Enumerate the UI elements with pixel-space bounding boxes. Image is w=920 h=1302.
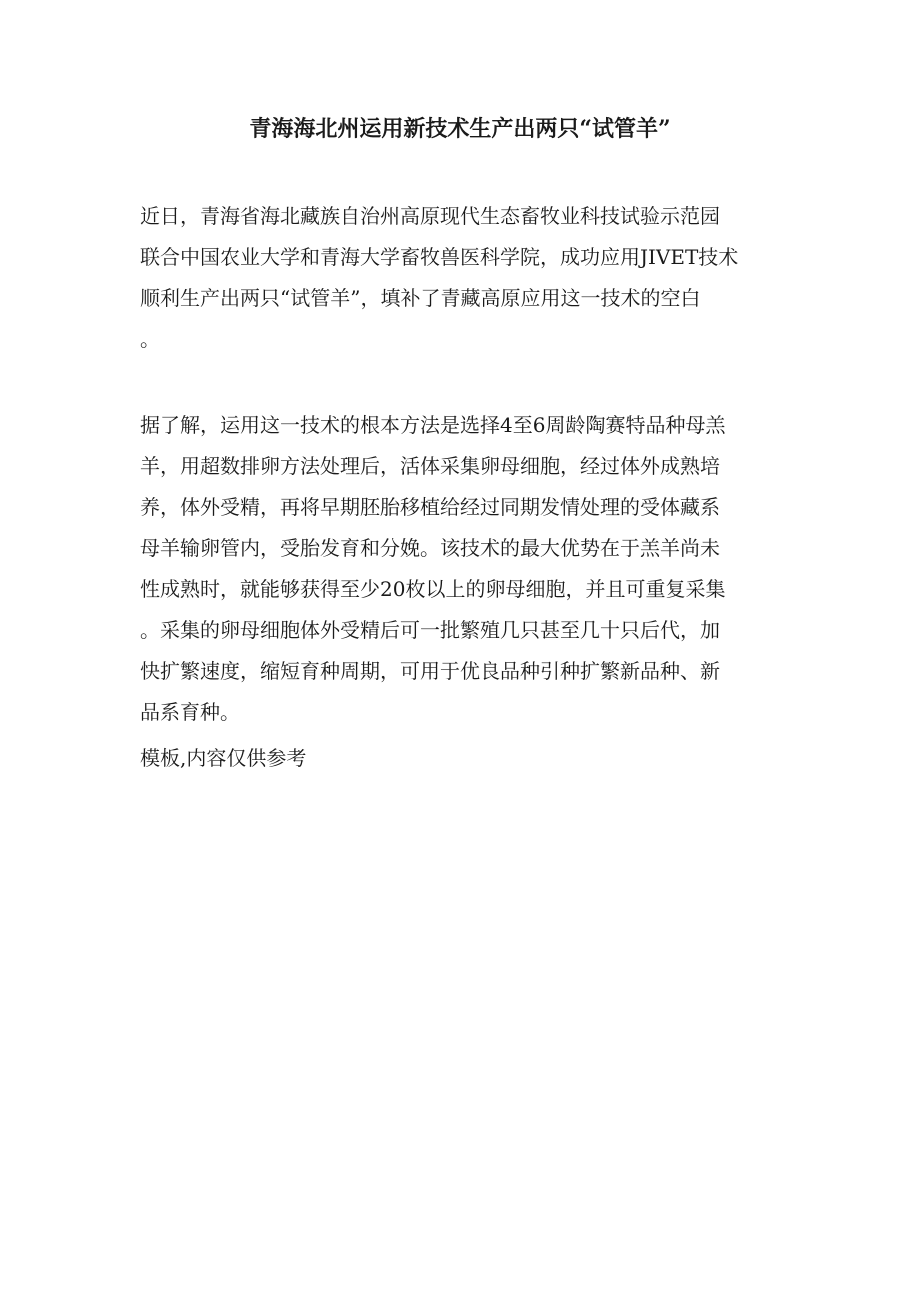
paragraph-line: 羊，用超数排卵方法处理后，活体采集卵母细胞，经过体外成熟培 [140, 454, 720, 478]
paragraph-line: 联合中国农业大学和青海大学畜牧兽医科学院，成功应用JIVET技术 [140, 245, 739, 269]
paragraph-line: 顺利生产出两只“试管羊”，填补了青藏高原应用这一技术的空白 [140, 286, 701, 310]
paragraph-line: 据了解，运用这一技术的根本方法是选择4至6周龄陶赛特品种母羔 [140, 413, 726, 437]
paragraph-line: 。采集的卵母细胞体外受精后可一批繁殖几只甚至几十只后代，加 [140, 618, 720, 642]
paragraph-line: 品系育种。 [140, 700, 240, 724]
paragraph-1 [140, 196, 780, 360]
footer-note-text: 模板,内容仅供参考 [140, 746, 307, 770]
paragraph-2 [140, 405, 780, 733]
paragraph-line: 快扩繁速度，缩短育种周期，可用于优良品种引种扩繁新品种、新 [140, 659, 720, 683]
paragraph-line: 养，体外受精，再将早期胚胎移植给经过同期发情处理的受体藏系 [140, 495, 720, 519]
footer-note [140, 738, 780, 779]
document-title: 青海海北州运用新技术生产出两只“试管羊” [249, 116, 671, 142]
paragraph-line: 性成熟时，就能够获得至少20枚以上的卵母细胞，并且可重复采集 [140, 577, 726, 601]
paragraph-line: 。 [140, 327, 160, 351]
paragraph-line: 母羊输卵管内，受胎发育和分娩。该技术的最大优势在于羔羊尚未 [140, 536, 720, 560]
paragraph-line: 近日，青海省海北藏族自治州高原现代生态畜牧业科技试验示范园 [140, 204, 720, 228]
